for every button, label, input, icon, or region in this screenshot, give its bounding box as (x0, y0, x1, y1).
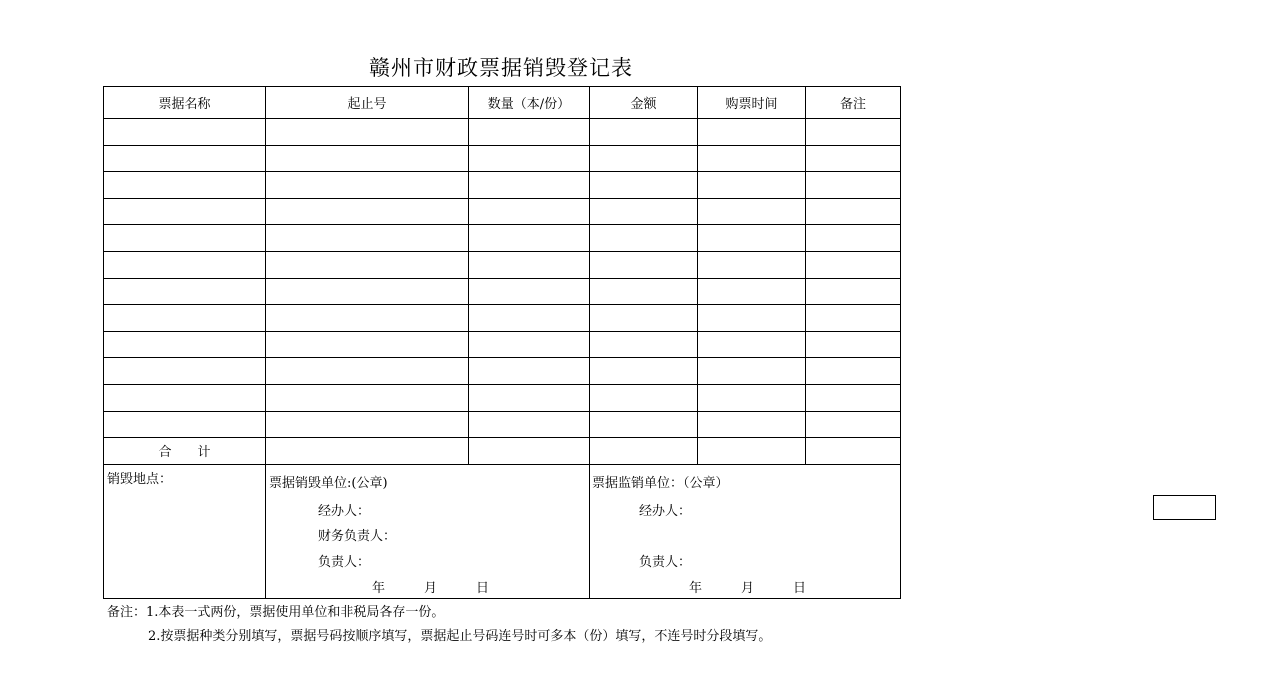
supervise-handler-label: 经办人： (639, 503, 692, 519)
supervise-head-label: 负责人： (639, 554, 692, 570)
quantity-cell[interactable] (469, 384, 590, 411)
remarks-cell[interactable] (806, 145, 901, 172)
quantity-cell[interactable] (469, 251, 590, 278)
destroy-handler-label: 经办人： (318, 503, 371, 519)
remarks-cell[interactable] (806, 384, 901, 411)
quantity-cell[interactable] (469, 119, 590, 146)
destroy-location-cell[interactable] (104, 464, 266, 598)
destroy-finance-head-label: 财务负责人： (318, 528, 397, 544)
note-line-1: 备注：1.本表一式两份，票据使用单位和非税局各存一份。 (107, 605, 445, 620)
name-cell[interactable] (104, 384, 266, 411)
quantity-cell[interactable] (469, 411, 590, 438)
name-cell[interactable] (104, 331, 266, 358)
name-cell[interactable] (104, 251, 266, 278)
total-serial-cell[interactable] (266, 438, 469, 465)
serial-range-cell[interactable] (266, 411, 469, 438)
amount-cell[interactable] (590, 358, 698, 385)
table-body (104, 87, 901, 599)
remarks-cell[interactable] (806, 251, 901, 278)
serial-range-cell[interactable] (266, 198, 469, 225)
total-label: 合 计 (104, 438, 266, 465)
column-header-amount: 金额 (590, 87, 698, 119)
total-row (104, 438, 901, 465)
amount-cell[interactable] (590, 251, 698, 278)
name-cell[interactable] (104, 172, 266, 199)
table-row (104, 331, 901, 358)
remarks-cell[interactable] (806, 225, 901, 252)
quantity-cell[interactable] (469, 145, 590, 172)
amount-cell[interactable] (590, 225, 698, 252)
purchase-time-cell[interactable] (698, 384, 806, 411)
column-header-quantity: 数量（本/份） (469, 87, 590, 119)
total-purchase-time-cell[interactable] (698, 438, 806, 465)
serial-range-cell[interactable] (266, 145, 469, 172)
supervise-unit-cell[interactable] (590, 464, 901, 598)
name-cell[interactable] (104, 145, 266, 172)
supervise-date-label: 年 月 日 (689, 580, 807, 596)
table-row (104, 305, 901, 332)
purchase-time-cell[interactable] (698, 358, 806, 385)
serial-range-cell[interactable] (266, 384, 469, 411)
table-row (104, 172, 901, 199)
selected-cell-box[interactable] (1153, 495, 1216, 520)
remarks-cell[interactable] (806, 198, 901, 225)
note-line-2: 2.按票据种类分别填写，票据号码按顺序填写，票据起止号码连号时可多本（份）填写，不连号时分段填写。 (148, 629, 772, 644)
amount-cell[interactable] (590, 119, 698, 146)
destroy-unit-cell[interactable] (266, 464, 590, 598)
form-title-text: 赣州市财政票据销毁登记表 (369, 56, 633, 80)
table-row (104, 384, 901, 411)
destruction-register-table (103, 86, 901, 599)
quantity-cell[interactable] (469, 305, 590, 332)
destroy-head-label: 负责人： (318, 554, 371, 570)
serial-range-cell[interactable] (266, 278, 469, 305)
column-header-remarks: 备注 (806, 87, 901, 119)
name-cell[interactable] (104, 358, 266, 385)
signature-row (104, 464, 901, 598)
table-row (104, 225, 901, 252)
purchase-time-cell[interactable] (698, 172, 806, 199)
purchase-time-cell[interactable] (698, 305, 806, 332)
table-row (104, 145, 901, 172)
purchase-time-cell[interactable] (698, 411, 806, 438)
amount-cell[interactable] (590, 145, 698, 172)
remarks-cell[interactable] (806, 331, 901, 358)
name-cell[interactable] (104, 278, 266, 305)
purchase-time-cell[interactable] (698, 198, 806, 225)
name-cell[interactable] (104, 198, 266, 225)
amount-cell[interactable] (590, 331, 698, 358)
remarks-cell[interactable] (806, 172, 901, 199)
purchase-time-cell[interactable] (698, 251, 806, 278)
table-row (104, 278, 901, 305)
column-header-serial-range: 起止号 (266, 87, 469, 119)
destroy-location-label: 销毁地点： (107, 471, 173, 487)
destroy-unit-label: 票据销毁单位:(公章) (269, 475, 388, 491)
remarks-cell[interactable] (806, 411, 901, 438)
serial-range-cell[interactable] (266, 358, 469, 385)
table-row (104, 358, 901, 385)
destroy-date-label: 年 月 日 (372, 580, 490, 596)
header-row (104, 87, 901, 119)
quantity-cell[interactable] (469, 225, 590, 252)
serial-range-cell[interactable] (266, 331, 469, 358)
purchase-time-cell[interactable] (698, 225, 806, 252)
quantity-cell[interactable] (469, 278, 590, 305)
table-row (104, 411, 901, 438)
amount-cell[interactable] (590, 384, 698, 411)
name-cell[interactable] (104, 225, 266, 252)
table-row (104, 119, 901, 146)
serial-range-cell[interactable] (266, 172, 469, 199)
purchase-time-cell[interactable] (698, 119, 806, 146)
remarks-cell[interactable] (806, 119, 901, 146)
supervise-unit-label: 票据监销单位：（公章） (592, 475, 729, 491)
table-row (104, 251, 901, 278)
amount-cell[interactable] (590, 198, 698, 225)
notes-section (107, 601, 771, 649)
remarks-cell[interactable] (806, 358, 901, 385)
purchase-time-cell[interactable] (698, 145, 806, 172)
serial-range-cell[interactable] (266, 305, 469, 332)
amount-cell[interactable] (590, 278, 698, 305)
amount-cell[interactable] (590, 411, 698, 438)
quantity-cell[interactable] (469, 172, 590, 199)
table-row (104, 198, 901, 225)
name-cell[interactable] (104, 119, 266, 146)
purchase-time-cell[interactable] (698, 278, 806, 305)
name-cell[interactable] (104, 305, 266, 332)
name-cell[interactable] (104, 411, 266, 438)
total-remarks-cell[interactable] (806, 438, 901, 465)
serial-range-cell[interactable] (266, 251, 469, 278)
total-amount-cell[interactable] (590, 438, 698, 465)
purchase-time-cell[interactable] (698, 331, 806, 358)
remarks-cell[interactable] (806, 305, 901, 332)
total-quantity-cell[interactable] (469, 438, 590, 465)
column-header-purchase-time: 购票时间 (698, 87, 806, 119)
amount-cell[interactable] (590, 172, 698, 199)
amount-cell[interactable] (590, 305, 698, 332)
quantity-cell[interactable] (469, 331, 590, 358)
remarks-cell[interactable] (806, 278, 901, 305)
quantity-cell[interactable] (469, 198, 590, 225)
serial-range-cell[interactable] (266, 119, 469, 146)
quantity-cell[interactable] (469, 358, 590, 385)
serial-range-cell[interactable] (266, 225, 469, 252)
form-title (0, 52, 1000, 82)
column-header-name: 票据名称 (104, 87, 266, 119)
